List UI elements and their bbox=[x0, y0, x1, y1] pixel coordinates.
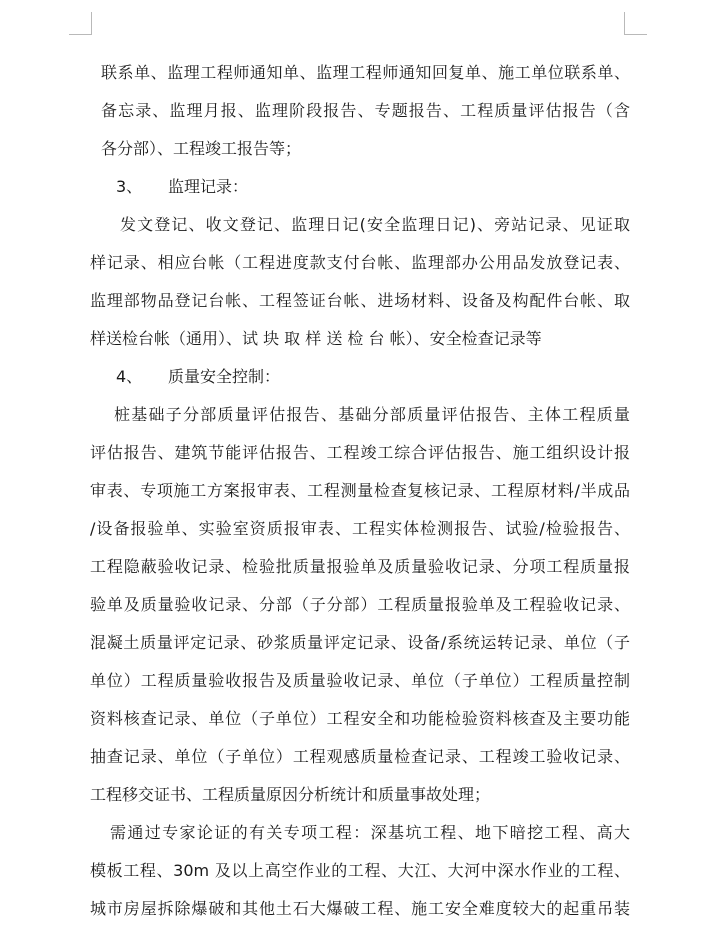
paragraph-line: 评估报告、建筑节能评估报告、工程竣工综合评估报告、施工组织设计报 bbox=[90, 443, 630, 462]
section-number: 3、 bbox=[116, 177, 143, 196]
paragraph-line: 抽查记录、单位（子单位）工程观感质量检查记录、工程竣工验收记录、 bbox=[90, 747, 630, 766]
section-title: 质量安全控制： bbox=[168, 367, 281, 386]
paragraph-line: 样记录、相应台帐（工程进度款支付台帐、监理部办公用品发放登记表、 bbox=[90, 253, 630, 272]
paragraph-line: 审表、专项施工方案报审表、工程测量检查复核记录、工程原材料/半成品 bbox=[90, 481, 630, 500]
paragraph-line: 城市房屋拆除爆破和其他土石大爆破工程、施工安全难度较大的起重吊装 bbox=[90, 899, 630, 918]
section-heading-4 bbox=[90, 358, 630, 396]
paragraph-line: 资料核查记录、单位（子单位）工程安全和功能检验资料核查及主要功能 bbox=[90, 709, 630, 728]
paragraph-line: 工程移交证书、工程质量原因分析统计和质量事故处理； bbox=[90, 785, 491, 804]
paragraph-line: /设备报验单、实验室资质报审表、工程实体检测报告、试验/检验报告、 bbox=[90, 519, 630, 538]
paragraph-line: 联系单、监理工程师通知单、监理工程师通知回复单、施工单位联系单、 bbox=[101, 63, 630, 82]
section-number: 4、 bbox=[116, 367, 143, 386]
paragraph-line: 混凝土质量评定记录、砂浆质量评定记录、设备/系统运转记录、单位（子 bbox=[90, 633, 630, 652]
paragraph-line: 单位）工程质量验收报告及质量验收记录、单位（子单位）工程质量控制 bbox=[90, 671, 630, 690]
section-heading-3 bbox=[90, 168, 630, 206]
paragraph-line: 监理部物品登记台帐、工程签证台帐、进场材料、设备及构配件台帐、取 bbox=[90, 291, 630, 310]
margin-corner-mark-left bbox=[69, 12, 92, 35]
paragraph-line: 工程隐蔽验收记录、检验批质量报验单及质量验收记录、分项工程质量报 bbox=[90, 557, 630, 576]
section-title: 监理记录： bbox=[168, 177, 249, 196]
paragraph-line: 发文登记、收文登记、监理日记(安全监理日记)、旁站记录、见证取 bbox=[120, 215, 630, 234]
paragraph-line: 需通过专家论证的有关专项工程：深基坑工程、地下暗挖工程、高大 bbox=[110, 823, 630, 842]
paragraph-line: 验单及质量验收记录、分部（子分部）工程质量报验单及工程验收记录、 bbox=[90, 595, 630, 614]
paragraph-line: 桩基础子分部质量评估报告、基础分部质量评估报告、主体工程质量 bbox=[114, 405, 630, 424]
paragraph-line: 模板工程、30m 及以上高空作业的工程、大江、大河中深水作业的工程、 bbox=[90, 861, 630, 880]
paragraph-line: 各分部）、工程竣工报告等； bbox=[101, 139, 302, 158]
paragraph-line: 样送检台帐（通用）、试 块 取 样 送 检 台 帐）、安全检查记录等 bbox=[90, 329, 542, 348]
margin-corner-mark-right bbox=[624, 12, 647, 35]
document-body bbox=[90, 54, 630, 928]
paragraph-line: 备忘录、监理月报、监理阶段报告、专题报告、工程质量评估报告（含 bbox=[101, 101, 630, 120]
